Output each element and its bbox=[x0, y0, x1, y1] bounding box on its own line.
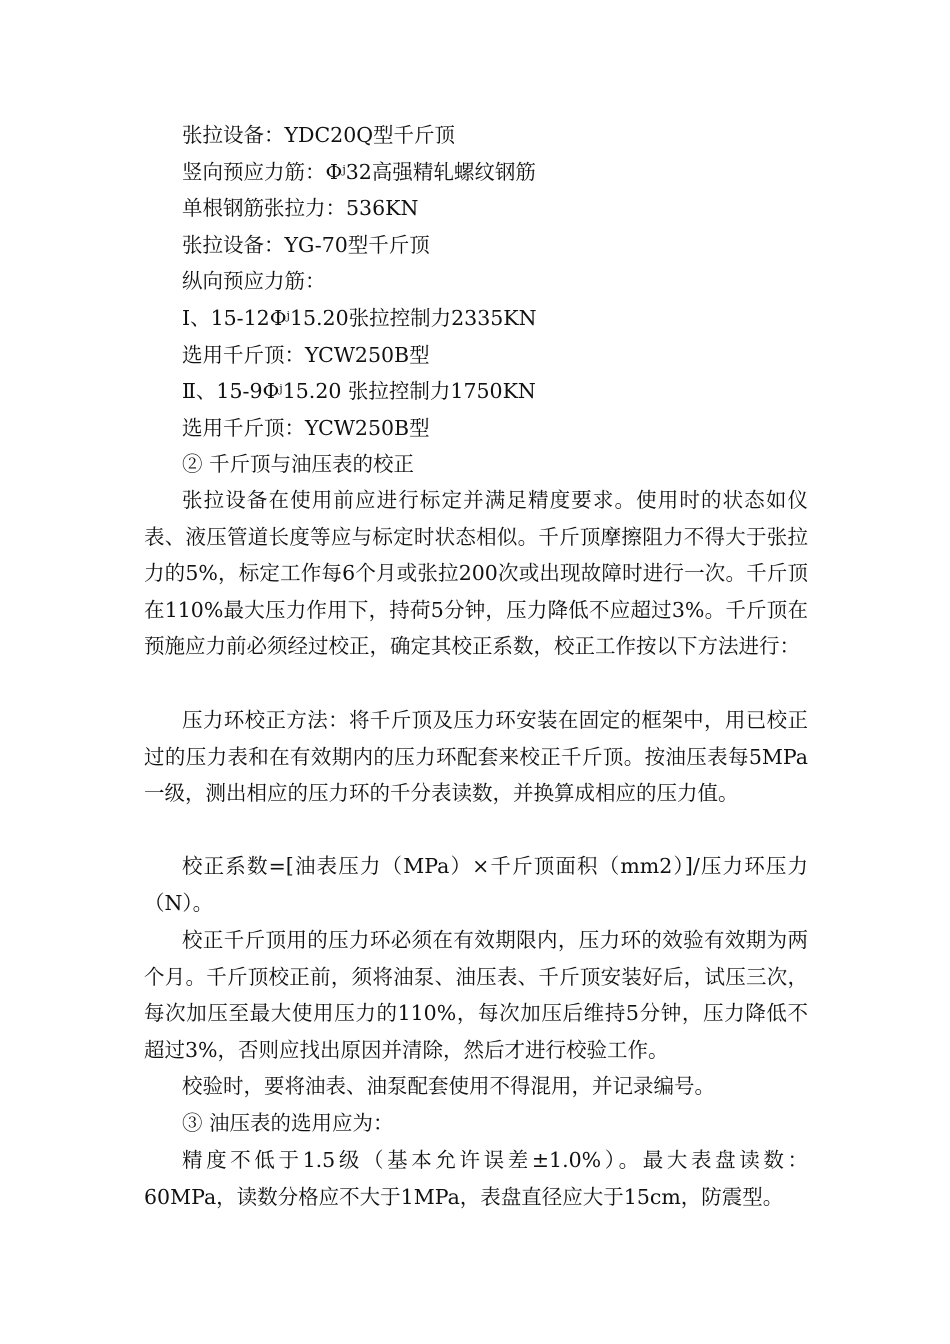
spec-line-2-label: 竖向预应力筋： bbox=[182, 159, 326, 184]
tail-line: 校验时，要将油表、油泵配套使用不得混用，并记录编号。 bbox=[182, 1074, 715, 1098]
spec-line-7: 选用千斤顶：YCW250B型 bbox=[182, 342, 430, 367]
spec-line-4: 张拉设备：YG-70型千斤顶 bbox=[182, 232, 430, 257]
spec-line-2 bbox=[182, 154, 822, 191]
spec-line-5: 纵向预应力筋： bbox=[182, 269, 326, 294]
spec-line-1: 张拉设备：YDC20Q型千斤顶 bbox=[182, 123, 456, 147]
paragraph-coefficient: 校正系数=[油表压力（MPa）×千斤顶面积（mm2）]/压力环压力（N）。 bbox=[144, 854, 808, 915]
spec-line-8-sup: j bbox=[279, 382, 283, 396]
spec-line-8-label: Ⅱ、15-9Φ bbox=[182, 379, 280, 404]
spec-line-6-label: Ⅰ、15-12Φ bbox=[182, 305, 287, 330]
paragraph-calibration: 张拉设备在使用前应进行标定并满足精度要求。使用时的状态如仪表、液压管道长度等应与标定时状态相似。千斤顶摩擦阻力不得大于张拉力的5%，标定工作每6个月或张拉200次或出现故障时进行一次。千斤顶在110%最大压力作用下，持荷5分钟，压力降低不应超过3%。千斤顶在预施应力前必须经过校正，确定其校正系数，校正工作按以下方法进行： bbox=[144, 488, 808, 659]
spec-list bbox=[182, 117, 822, 483]
spec-line-2-sup: j bbox=[342, 162, 346, 176]
paragraph-ring-validity: 校正千斤顶用的压力环必须在有效期限内，压力环的效验有效期为两个月。千斤顶校正前，须将油泵、油压表、千斤顶安装好后，试压三次，每次加压至最大使用压力的110%，每次加压后维持5分钟，压力降低不超过3%，否则应找出原因并清除，然后才进行校验工作。 bbox=[144, 928, 808, 1062]
section-heading-2: ② 千斤顶与油压表的校正 bbox=[182, 452, 415, 477]
spec-line-9: 选用千斤顶：YCW250B型 bbox=[182, 415, 430, 440]
spec-line-6 bbox=[182, 300, 822, 337]
spec-line-2-rest: 32高强精轧螺纹钢筋 bbox=[345, 159, 536, 184]
spec-line-6-sup: j bbox=[286, 308, 290, 322]
section-heading-3: ③ 油压表的选用应为： bbox=[182, 1111, 394, 1135]
spec-line-6-rest: 15.20张拉控制力2335KN bbox=[289, 305, 537, 330]
spec-line-8-rest: 15.20 张拉控制力1750KN bbox=[282, 379, 536, 404]
paragraph-ring-method: 压力环校正方法：将千斤顶及压力环安装在固定的框架中，用已校正过的压力表和在有效期内的压力环配套来校正千斤顶。按油压表每5MPa一级，测出相应的压力环的千分表读数，并换算成相应的压力值。 bbox=[144, 708, 808, 806]
spec-line-8 bbox=[182, 373, 822, 410]
spec-line-3: 单根钢筋张拉力：536KN bbox=[182, 196, 419, 221]
paragraph-gauge-spec: 精度不低于1.5级（基本允许误差±1.0%）。最大表盘读数：60MPa，读数分格应不大于1MPa，表盘直径应大于15cm，防震型。 bbox=[144, 1148, 808, 1209]
spec-line-2-symbol: Φ bbox=[325, 159, 343, 184]
